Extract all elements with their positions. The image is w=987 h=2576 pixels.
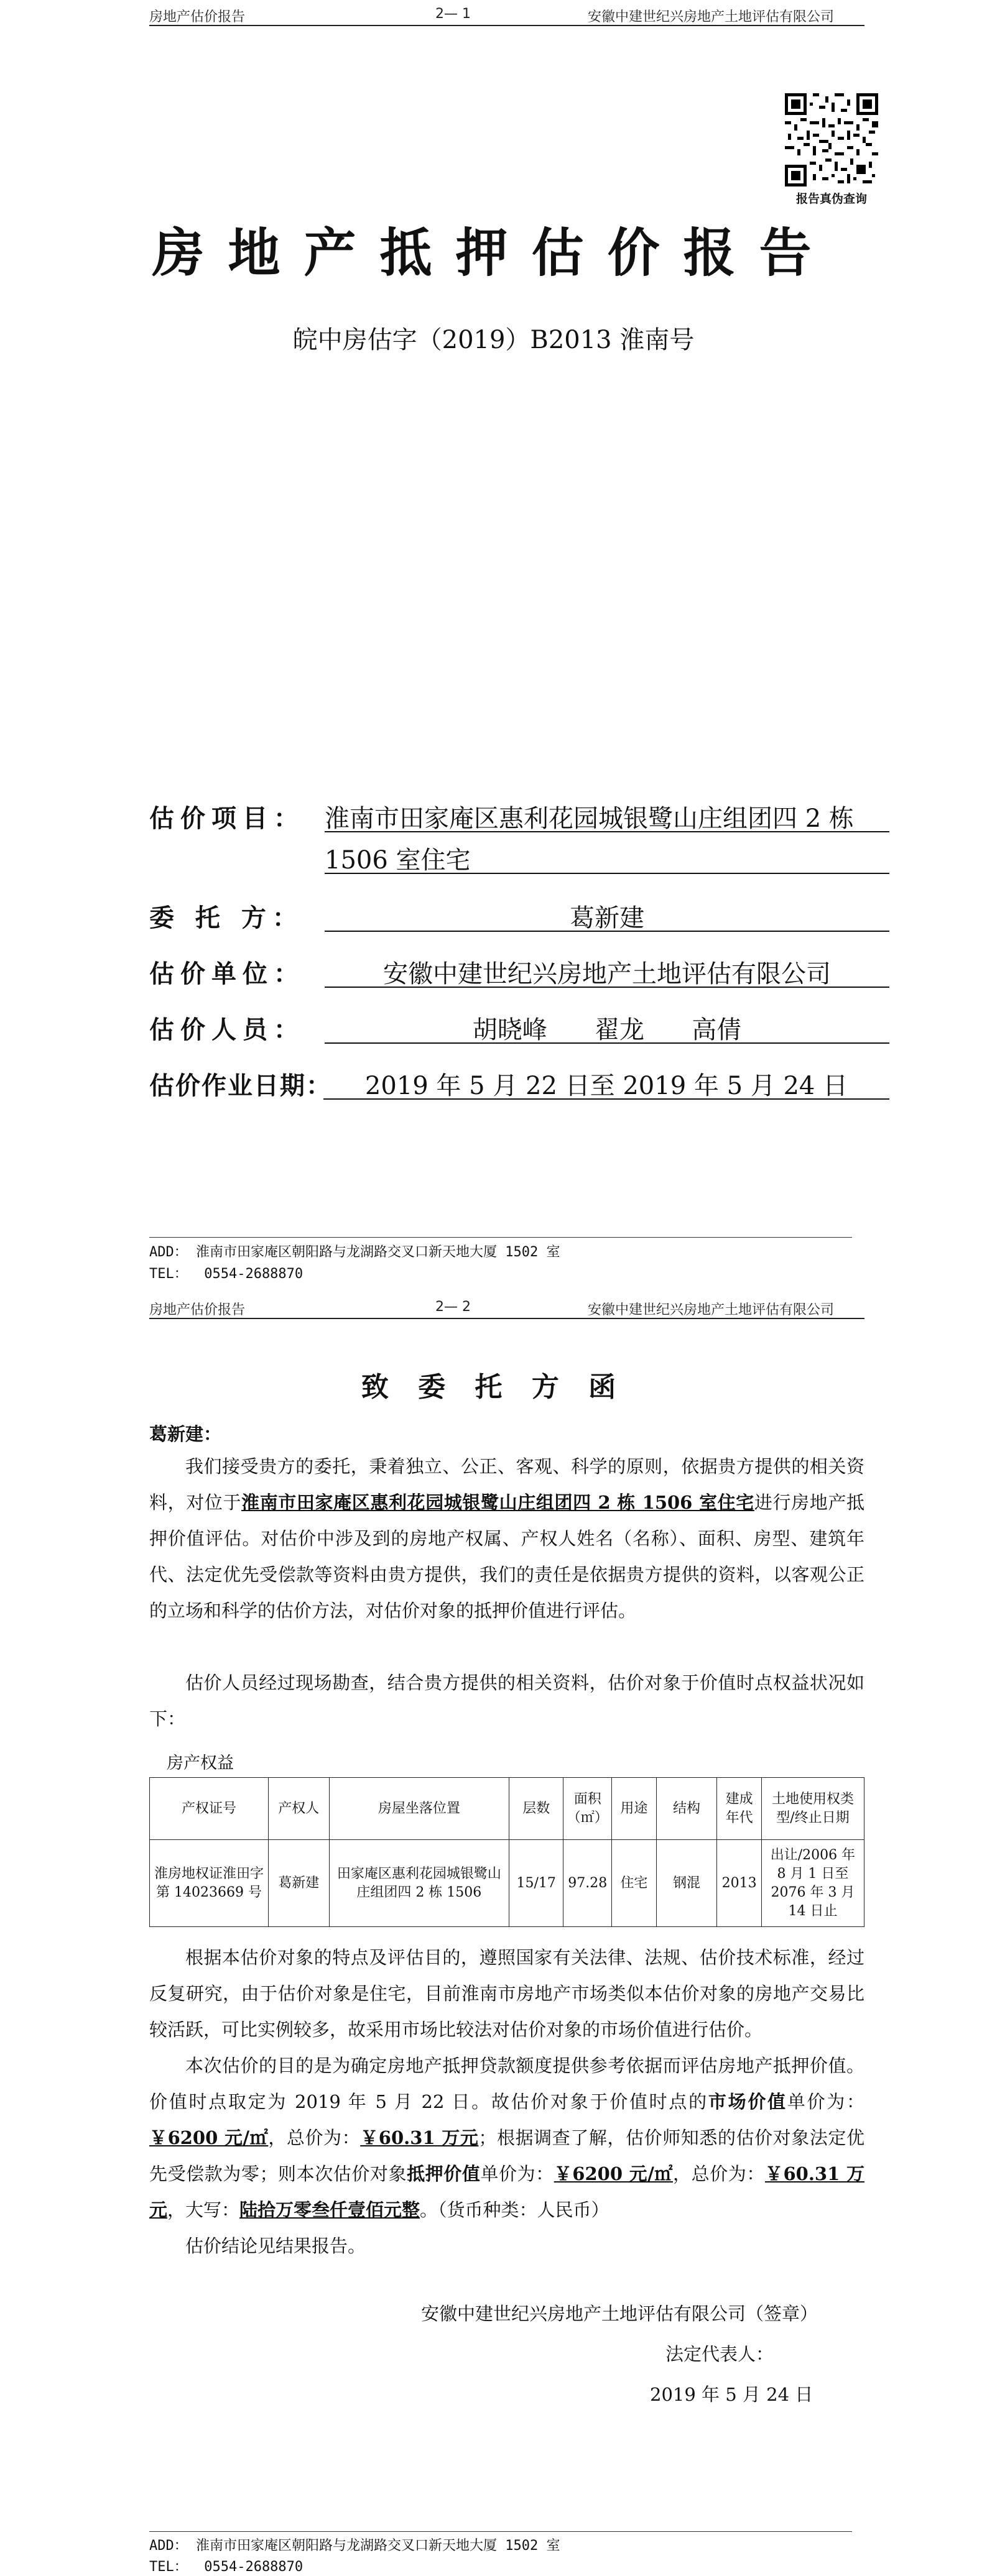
header-right: 安徽中建世纪兴房地产土地评估有限公司 bbox=[588, 9, 835, 25]
cell-land-right: 出让/2006 年 8 月 1 日至 2076 年 3 月 14 日止 bbox=[761, 1840, 864, 1927]
table-caption: 房产权益 bbox=[167, 1754, 234, 1773]
footer-rule bbox=[149, 1237, 852, 1238]
para4-text-g: ；根据调查了解，估价师知悉的估价对象法定优先受偿款为零；则本次估价对象 bbox=[149, 2127, 864, 2184]
date-value: 2019 年 5 月 22 日至 2019 年 5 月 24 日 bbox=[364, 1072, 848, 1100]
signature-date: 2019 年 5 月 24 日 bbox=[650, 2384, 813, 2405]
col-use: 用途 bbox=[612, 1778, 657, 1840]
footer-address: ADD： 淮南市田家庵区朝阳路与龙湖路交叉口新天地大厦 1502 室 bbox=[149, 1244, 560, 1260]
cell-use: 住宅 bbox=[612, 1840, 657, 1927]
report-title: 房地产抵押估价报告 bbox=[152, 222, 835, 283]
para4-text-e: ，总价为： bbox=[268, 2127, 361, 2148]
cell-area: 97.28 bbox=[563, 1840, 612, 1927]
col-cert-no: 产权证号 bbox=[150, 1778, 269, 1840]
staff-value: 胡晓峰 翟龙 高倩 bbox=[472, 1016, 742, 1044]
col-floors: 层数 bbox=[509, 1778, 563, 1840]
col-owner: 产权人 bbox=[268, 1778, 329, 1840]
qr-code-icon bbox=[785, 93, 878, 186]
col-land-right: 土地使用权类型/终止日期 bbox=[761, 1778, 864, 1840]
table-row bbox=[150, 1840, 864, 1927]
cell-year: 2013 bbox=[717, 1840, 762, 1927]
table-header-row bbox=[150, 1778, 864, 1840]
client-value: 葛新建 bbox=[570, 904, 644, 932]
header-right: 安徽中建世纪兴房地产土地评估有限公司 bbox=[588, 1302, 835, 1318]
para4-text-o: 。（货币种类：人民币） bbox=[420, 2199, 609, 2220]
unit-label: 估价单位： bbox=[149, 959, 305, 988]
staff-label: 估价人员： bbox=[149, 1015, 305, 1044]
cell-owner: 葛新建 bbox=[268, 1840, 329, 1927]
footer-tel: TEL： 0554-2688870 bbox=[149, 2559, 304, 2575]
date-label: 估价作业日期： bbox=[149, 1071, 332, 1100]
para4-text-m: ，大写： bbox=[167, 2199, 240, 2220]
para4-text-i: 单价为： bbox=[480, 2163, 554, 2184]
client-label: 委 托 方： bbox=[149, 903, 304, 932]
para1-text-a: 我们接受贵方的委托，秉着独立、公正、客观、科学的原则，依据贵方提供的相关资料，对位于 bbox=[149, 1456, 864, 1513]
project-underline-2 bbox=[325, 873, 889, 874]
project-value-line2: 1506 室住宅 bbox=[325, 846, 471, 875]
date-underline bbox=[323, 1098, 889, 1100]
staff-underline bbox=[325, 1042, 889, 1044]
para4-text-a: 本次估价的目的是为确定房地产抵押贷款额度提供参考依据而评估房地产抵押价值。价值时点取定为 2019 年 5 月 22 日。故估价对象于价值时点的 bbox=[149, 2055, 864, 2112]
cell-floors: 15/17 bbox=[509, 1840, 563, 1927]
header-rule bbox=[149, 1318, 864, 1319]
project-value-line1: 淮南市田家庵区惠利花园城银鹭山庄组团四 2 栋 bbox=[325, 804, 854, 833]
mortgage-unit-price: ￥6200 元/㎡ bbox=[554, 2163, 674, 2184]
paragraph-3: 根据本估价对象的特点及评估目的，遵照国家有关法律、法规、估价技术标准，经过反复研究，由于估价对象是住宅，目前淮南市房地产市场类似本估价对象的房地产交易比较活跃，可比实例较多，故采用市场比较法对估价对象的市场价值进行估价。 bbox=[149, 1947, 864, 2040]
project-label: 估价项目： bbox=[149, 804, 305, 833]
salutation: 葛新建： bbox=[149, 1424, 222, 1445]
col-year: 建成年代 bbox=[717, 1778, 762, 1840]
col-location: 房屋坐落位置 bbox=[329, 1778, 509, 1840]
para4-text-c: 单价为： bbox=[787, 2091, 864, 2112]
signature-company: 安徽中建世纪兴房地产土地评估有限公司（签章） bbox=[421, 2303, 818, 2324]
unit-value: 安徽中建世纪兴房地产土地评估有限公司 bbox=[383, 960, 831, 988]
header-rule bbox=[149, 25, 864, 26]
cell-location: 田家庵区惠利花园城银鹭山庄组团四 2 栋 1506 bbox=[329, 1840, 509, 1927]
mortgage-total-price: ￥60.31 万元 bbox=[149, 2163, 864, 2220]
market-value-label: 市场价值 bbox=[708, 2091, 787, 2112]
client-underline bbox=[325, 931, 889, 932]
para1-text-c: 进行房地产抵押价值评估。对估价中涉及到的房地产权属、产权人姓名（名称）、面积、房型、建筑年代、法定优先受偿款等资料由贵方提供，我们的责任是依据贵方提供的资料，以客观公正的立场和科学的估价方法，对估价对象的抵押价值进行评估。 bbox=[149, 1492, 864, 1621]
col-structure: 结构 bbox=[656, 1778, 717, 1840]
paragraph-5: 估价结论见结果报告。 bbox=[185, 2235, 366, 2256]
rights-table bbox=[149, 1777, 864, 1927]
cell-structure: 钢混 bbox=[656, 1840, 717, 1927]
project-underline-1 bbox=[325, 831, 889, 832]
header-page-number: 2— 1 bbox=[435, 6, 471, 22]
mortgage-value-label: 抵押价值 bbox=[407, 2163, 481, 2184]
header-page-number: 2— 2 bbox=[435, 1299, 471, 1315]
unit-underline bbox=[325, 987, 889, 988]
report-number: 皖中房估字（2019）B2013 淮南号 bbox=[292, 326, 695, 354]
footer-tel: TEL： 0554-2688870 bbox=[149, 1266, 304, 1282]
market-total-price: ￥60.31 万元 bbox=[360, 2127, 479, 2148]
signature-representative: 法定代表人： bbox=[665, 2344, 774, 2365]
paragraph-4 bbox=[149, 2048, 864, 2228]
header-left: 房地产估价报告 bbox=[149, 9, 246, 25]
footer-address: ADD： 淮南市田家庵区朝阳路与龙湖路交叉口新天地大厦 1502 室 bbox=[149, 2538, 560, 2554]
footer-rule bbox=[149, 2531, 852, 2532]
para4-text-k: ，总价为： bbox=[673, 2163, 765, 2184]
col-area: 面积（㎡） bbox=[563, 1778, 612, 1840]
market-unit-price: ￥6200 元/㎡ bbox=[149, 2127, 269, 2148]
paragraph-2: 估价人员经过现场勘查，结合贵方提供的相关资料，估价对象于价值时点权益状况如下： bbox=[149, 1672, 864, 1729]
cell-cert-no: 淮房地权证淮田字第 14023669 号 bbox=[150, 1840, 269, 1927]
letter-title: 致 委 托 方 函 bbox=[361, 1371, 626, 1403]
property-address: 淮南市田家庵区惠利花园城银鹭山庄组团四 2 栋 1506 室住宅 bbox=[241, 1492, 754, 1513]
paragraph-1 bbox=[149, 1448, 864, 1629]
header-left: 房地产估价报告 bbox=[149, 1302, 246, 1318]
qr-caption: 报告真伪查询 bbox=[795, 192, 867, 206]
amount-in-words: 陆拾万零叁仟壹佰元整 bbox=[239, 2199, 420, 2220]
